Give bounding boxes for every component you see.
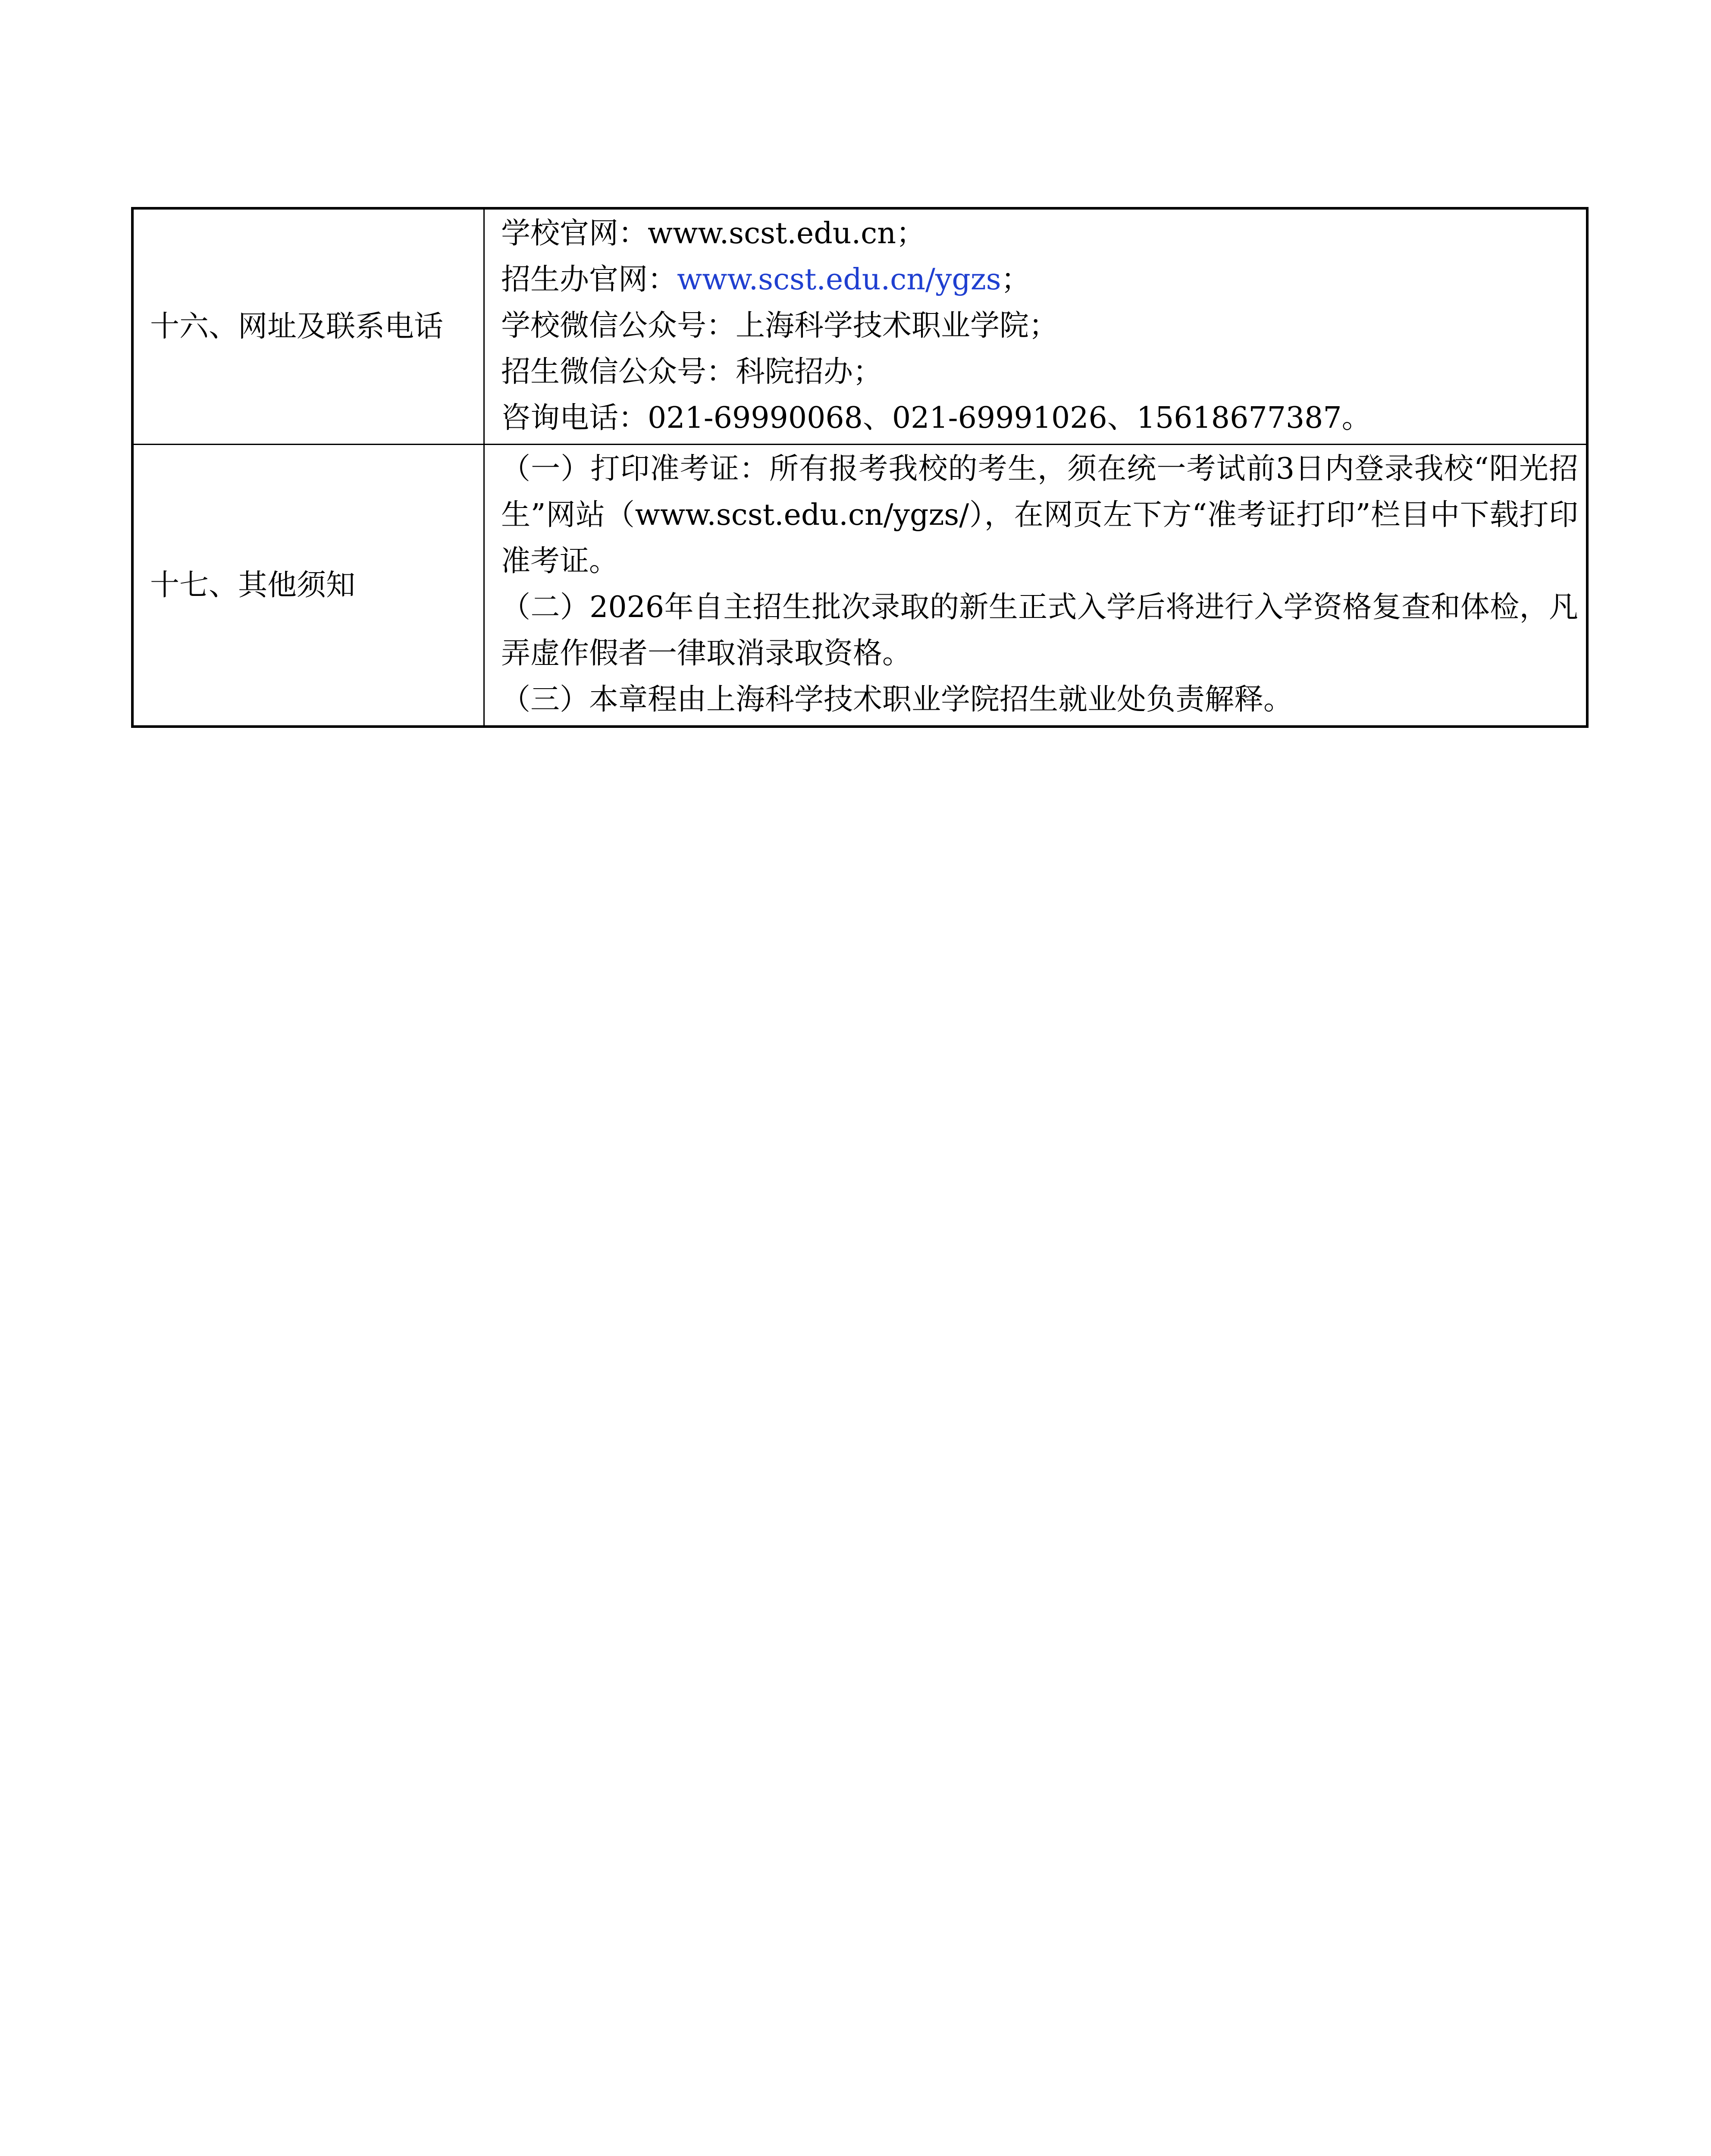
note-paragraph-1: （一）打印准考证：所有报考我校的考生，须在统一考试前3日内登录我校“阳光招生”网站（www.scst.edu.cn/ygzs/），在网页左下方“准考证打印”栏目中下载打印准考证。	[501, 452, 1578, 578]
table-row-notes	[132, 445, 1587, 727]
school-website-prefix: 学校官网：	[501, 216, 648, 251]
school-website-suffix: ；	[896, 216, 926, 251]
admission-office-website-line	[501, 257, 1578, 303]
table-row-contact	[132, 208, 1587, 445]
admission-office-suffix: ；	[1001, 263, 1031, 297]
row-label-contact: 十六、网址及联系电话	[132, 208, 484, 445]
note-paragraph-2: （二）2026年自主招生批次录取的新生正式入学后将进行入学资格复查和体检，凡弄虚作假者一律取消录取资格。	[501, 590, 1578, 671]
school-wechat-line: 学校微信公众号：上海科学技术职业学院；	[501, 309, 1059, 343]
phone-line: 咨询电话：021-69990068、021-69991026、15618677387。	[501, 401, 1371, 435]
contact-cell	[484, 208, 1588, 445]
school-website-url: www.scst.edu.cn	[648, 216, 896, 251]
notes-cell	[484, 445, 1588, 727]
admission-office-prefix: 招生办官网：	[501, 263, 677, 297]
row-label-notes: 十七、其他须知	[132, 445, 484, 727]
school-website-line	[501, 210, 1578, 257]
admission-office-link[interactable]: www.scst.edu.cn/ygzs	[677, 263, 1001, 297]
note-paragraph-3: （三）本章程由上海科学技术职业学院招生就业处负责解释。	[501, 683, 1293, 717]
admission-wechat-line: 招生微信公众号：科院招办；	[501, 355, 883, 389]
info-table	[131, 207, 1589, 728]
